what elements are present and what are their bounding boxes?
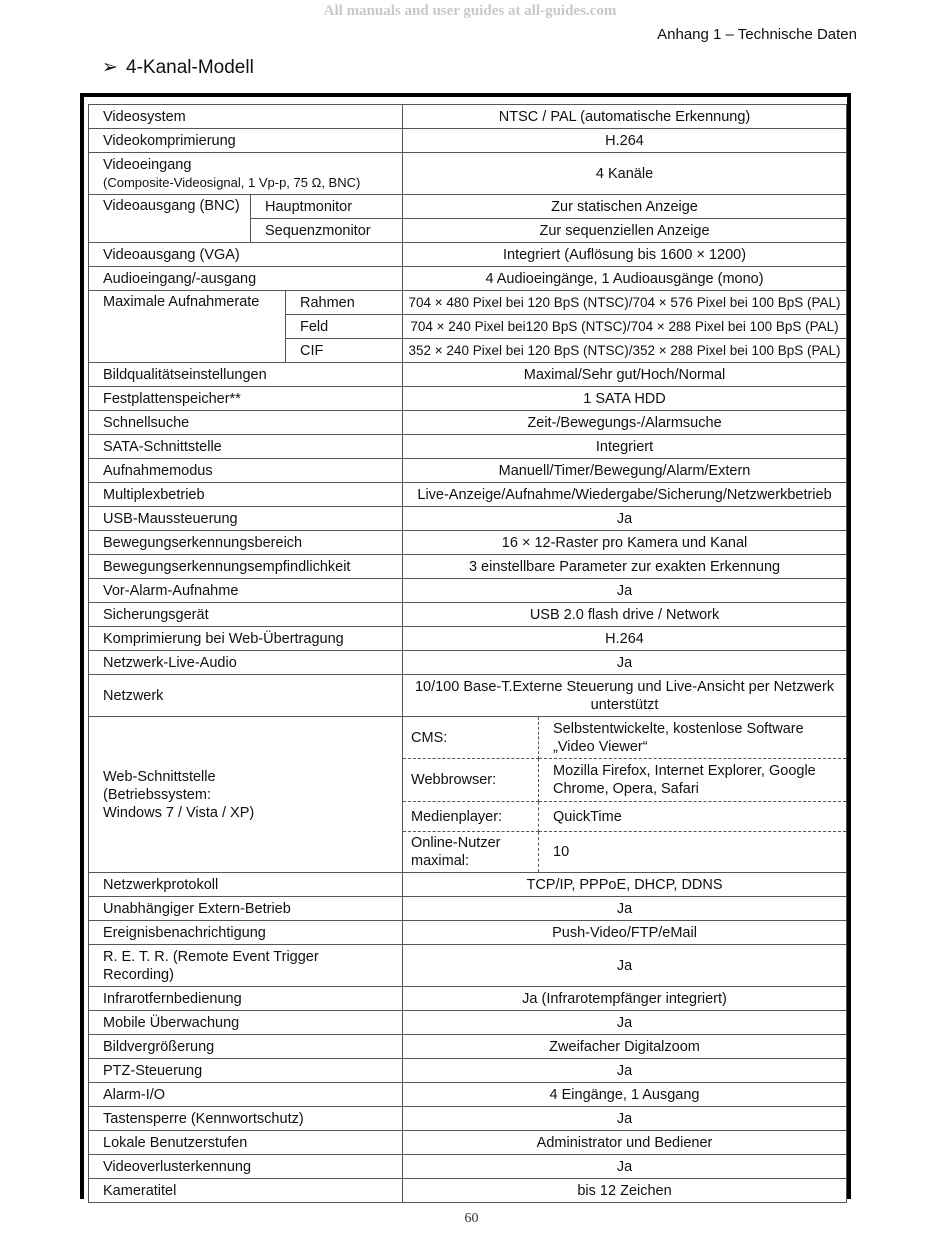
- spec-value: [403, 675, 847, 717]
- spec-label: Netzwerkprotokoll: [89, 873, 403, 897]
- spec-value: Ja (Infrarotempfänger integriert): [403, 987, 847, 1011]
- table-row: [89, 675, 847, 717]
- spec-label: Videoverlusterkennung: [89, 1155, 403, 1179]
- spec-label: Bildqualitätseinstellungen: [89, 363, 403, 387]
- web-key-line: Online-Nutzer: [411, 835, 501, 851]
- spec-label: PTZ-Steuerung: [89, 1059, 403, 1083]
- spec-value: 352 × 240 Pixel bei 120 BpS (NTSC)/352 × 288 Pixel bei 100 BpS (PAL): [403, 339, 847, 363]
- spec-sublabel: Sequenzmonitor: [251, 219, 403, 243]
- table-row: [89, 1011, 847, 1035]
- spec-table-frame: [80, 93, 851, 1199]
- spec-label: Videoausgang (BNC): [89, 195, 251, 243]
- table-row: [89, 459, 847, 483]
- spec-label: Multiplexbetrieb: [89, 483, 403, 507]
- spec-value: TCP/IP, PPPoE, DHCP, DDNS: [403, 873, 847, 897]
- table-row: [89, 267, 847, 291]
- spec-label: USB-Maussteuerung: [89, 507, 403, 531]
- spec-label: SATA-Schnittstelle: [89, 435, 403, 459]
- spec-label: Sicherungsgerät: [89, 603, 403, 627]
- spec-label: Netzwerk-Live-Audio: [89, 651, 403, 675]
- spec-sublabel: CIF: [286, 339, 403, 363]
- section-title-text: 4-Kanal-Modell: [126, 57, 254, 78]
- web-value-line: Selbstentwickelte, kostenlose Software: [553, 720, 804, 737]
- spec-label: Netzwerk: [89, 675, 403, 717]
- web-key: Webbrowser:: [403, 759, 539, 802]
- spec-label: [89, 717, 403, 873]
- table-row: [89, 651, 847, 675]
- spec-label: [89, 945, 403, 987]
- web-key: [403, 832, 539, 873]
- spec-label: Videokomprimierung: [89, 129, 403, 153]
- spec-label-line: Web-Schnittstelle: [103, 768, 216, 785]
- spec-value: Ja: [403, 651, 847, 675]
- table-row: [89, 1179, 847, 1203]
- spec-label: Videosystem: [89, 105, 403, 129]
- spec-label-line: R. E. T. R. (Remote Event Trigger: [103, 948, 319, 965]
- web-key: CMS:: [403, 717, 539, 759]
- spec-value: 3 einstellbare Parameter zur exakten Erkennung: [403, 555, 847, 579]
- table-row: [89, 627, 847, 651]
- spec-value: Ja: [403, 1059, 847, 1083]
- spec-value: Manuell/Timer/Bewegung/Alarm/Extern: [403, 459, 847, 483]
- table-row: [89, 195, 847, 219]
- spec-value: 1 SATA HDD: [403, 387, 847, 411]
- web-value: QuickTime: [539, 802, 847, 832]
- spec-value: Integriert: [403, 435, 847, 459]
- table-row: [403, 759, 846, 802]
- web-key-line: maximal:: [411, 853, 470, 869]
- spec-value: Zur statischen Anzeige: [403, 195, 847, 219]
- table-row: [89, 555, 847, 579]
- arrow-bullet-icon: ➢: [102, 57, 118, 78]
- spec-value: 16 × 12-Raster pro Kamera und Kanal: [403, 531, 847, 555]
- table-row: [403, 717, 846, 759]
- spec-label: Maximale Aufnahmerate: [89, 291, 286, 363]
- spec-label-line: Windows 7 / Vista / XP): [103, 804, 255, 821]
- spec-value-line: 10/100 Base-T.Externe Steuerung und Live-Ansicht per Netzwerk: [414, 678, 835, 695]
- spec-label: Bewegungserkennungsempfindlichkeit: [89, 555, 403, 579]
- table-row: [89, 873, 847, 897]
- spec-value: Zeit-/Bewegungs-/Alarmsuche: [403, 411, 847, 435]
- table-row: [403, 832, 846, 873]
- table-row: [89, 987, 847, 1011]
- spec-label: Aufnahmemodus: [89, 459, 403, 483]
- spec-value: Ja: [403, 1107, 847, 1131]
- spec-label-line: (Betriebssystem:: [103, 786, 211, 803]
- spec-value: Ja: [403, 897, 847, 921]
- web-value-line: Chrome, Opera, Safari: [553, 781, 699, 797]
- table-row: [89, 105, 847, 129]
- spec-value: Ja: [403, 945, 847, 987]
- spec-label: Infrarotfernbedienung: [89, 987, 403, 1011]
- table-row: [89, 1155, 847, 1179]
- spec-value: Zweifacher Digitalzoom: [403, 1035, 847, 1059]
- spec-label-line: Recording): [103, 966, 174, 983]
- spec-sublabel: (Composite-Videosignal, 1 Vp-p, 75 Ω, BNC): [103, 174, 361, 190]
- spec-value: 4 Eingänge, 1 Ausgang: [403, 1083, 847, 1107]
- spec-sublabel: Rahmen: [286, 291, 403, 315]
- spec-label: Videoausgang (VGA): [89, 243, 403, 267]
- table-row: [89, 483, 847, 507]
- spec-label: Ereignisbenachrichtigung: [89, 921, 403, 945]
- table-row: [89, 531, 847, 555]
- spec-value: Ja: [403, 507, 847, 531]
- table-row: [89, 897, 847, 921]
- spec-value: USB 2.0 flash drive / Network: [403, 603, 847, 627]
- spec-value: Ja: [403, 579, 847, 603]
- web-key: Medienplayer:: [403, 802, 539, 832]
- spec-value: 4 Audioeingänge, 1 Audioausgänge (mono): [403, 267, 847, 291]
- spec-label: [89, 153, 403, 195]
- table-row: [89, 411, 847, 435]
- spec-label: Mobile Überwachung: [89, 1011, 403, 1035]
- spec-label-main: Videoeingang: [103, 156, 192, 173]
- web-value-line: „Video Viewer“: [553, 738, 648, 755]
- spec-label: Alarm-I/O: [89, 1083, 403, 1107]
- web-value-line: Mozilla Firefox, Internet Explorer, Google: [553, 763, 816, 779]
- page-number: 60: [464, 1211, 479, 1226]
- table-row: [89, 387, 847, 411]
- web-value: 10: [553, 844, 570, 860]
- spec-label: Lokale Benutzerstufen: [89, 1131, 403, 1155]
- spec-value: H.264: [403, 129, 847, 153]
- spec-label: Vor-Alarm-Aufnahme: [89, 579, 403, 603]
- web-value: [539, 717, 847, 759]
- table-row: [89, 921, 847, 945]
- spec-value: 4 Kanäle: [403, 153, 847, 195]
- chapter-header: Anhang 1 – Technische Daten: [657, 26, 857, 43]
- spec-value: 704 × 240 Pixel bei120 BpS (NTSC)/704 × 288 Pixel bei 100 BpS (PAL): [403, 315, 847, 339]
- table-row: [89, 435, 847, 459]
- spec-label: Unabhängiger Extern-Betrieb: [89, 897, 403, 921]
- web-interface-cell: [403, 717, 847, 873]
- spec-sublabel: Feld: [286, 315, 403, 339]
- web-value: [539, 759, 847, 802]
- table-row: [89, 1083, 847, 1107]
- section-title: [102, 56, 254, 79]
- table-row: [89, 603, 847, 627]
- spec-value: 704 × 480 Pixel bei 120 BpS (NTSC)/704 × 576 Pixel bei 100 BpS (PAL): [403, 291, 847, 315]
- table-row: [89, 153, 847, 195]
- table-row: [89, 243, 847, 267]
- spec-value: Live-Anzeige/Aufnahme/Wiedergabe/Sicherung/Netzwerkbetrieb: [403, 483, 847, 507]
- spec-value: Maximal/Sehr gut/Hoch/Normal: [403, 363, 847, 387]
- web-interface-table: [403, 717, 846, 872]
- spec-table: [88, 104, 847, 1203]
- spec-value: Zur sequenziellen Anzeige: [403, 219, 847, 243]
- spec-value-line: unterstützt: [590, 696, 659, 713]
- spec-value: NTSC / PAL (automatische Erkennung): [403, 105, 847, 129]
- table-row: [89, 579, 847, 603]
- spec-value: Push-Video/FTP/eMail: [403, 921, 847, 945]
- spec-label: Bildvergrößerung: [89, 1035, 403, 1059]
- spec-value: H.264: [403, 627, 847, 651]
- spec-label: Kameratitel: [89, 1179, 403, 1203]
- table-row: [89, 717, 847, 873]
- spec-label: Schnellsuche: [89, 411, 403, 435]
- table-row: [89, 363, 847, 387]
- spec-value: Ja: [403, 1011, 847, 1035]
- table-row: [89, 507, 847, 531]
- spec-label: Tastensperre (Kennwortschutz): [89, 1107, 403, 1131]
- table-row: [89, 1131, 847, 1155]
- spec-label: Komprimierung bei Web-Übertragung: [89, 627, 403, 651]
- spec-value: bis 12 Zeichen: [403, 1179, 847, 1203]
- table-row: [89, 291, 847, 315]
- spec-value: Administrator und Bediener: [403, 1131, 847, 1155]
- table-row: [89, 1059, 847, 1083]
- spec-label: Audioeingang/-ausgang: [89, 267, 403, 291]
- spec-label: Bewegungserkennungsbereich: [89, 531, 403, 555]
- spec-sublabel: Hauptmonitor: [251, 195, 403, 219]
- watermark: All manuals and user guides at all-guides.com: [323, 3, 617, 19]
- table-row: [89, 1035, 847, 1059]
- spec-value: Ja: [403, 1155, 847, 1179]
- table-row: [403, 802, 846, 832]
- spec-value: Integriert (Auflösung bis 1600 × 1200): [403, 243, 847, 267]
- table-row: [89, 1107, 847, 1131]
- table-row: [89, 945, 847, 987]
- table-row: [89, 129, 847, 153]
- spec-label: Festplattenspeicher**: [89, 387, 403, 411]
